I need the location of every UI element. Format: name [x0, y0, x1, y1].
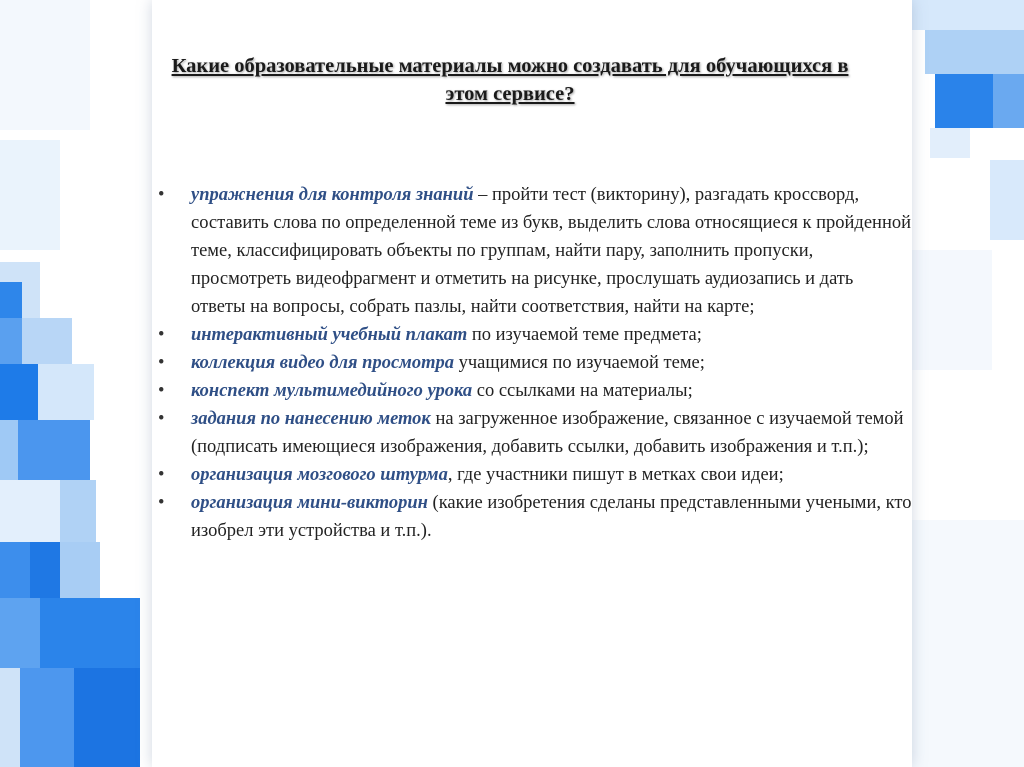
bullet-icon: •	[158, 493, 165, 513]
materials-list	[158, 181, 912, 545]
deco-square	[0, 140, 60, 250]
deco-square	[0, 542, 30, 598]
deco-square	[74, 668, 140, 767]
deco-square	[993, 74, 1024, 128]
deco-square	[38, 364, 94, 420]
list-item	[158, 461, 912, 489]
deco-square	[930, 128, 970, 158]
item-text: (какие изобретения сделаны представленными учеными, кто изобрел эти устройства и т.п.).	[191, 493, 912, 541]
item-text: – пройти тест (викторину), разгадать кроссворд, составить слова по определенной теме из букв, выделить слова относящиеся к пройденной теме, классифицировать объекты по группам, найти пару, заполнить пропуски, просмотреть видеофрагмент и отметить на рисунке, прослушать аудиозапись и дать ответы на вопросы, собрать пазлы, найти соответствия, найти на карте;	[191, 185, 912, 317]
deco-square	[912, 0, 1024, 30]
item-term: упражнения для контроля знаний	[191, 185, 474, 205]
list-item	[158, 489, 912, 545]
list-item	[158, 405, 912, 461]
item-text: по изучаемой теме предмета;	[467, 325, 702, 345]
deco-square	[0, 668, 20, 767]
deco-square	[20, 668, 74, 767]
deco-square	[925, 30, 1024, 74]
bullet-icon: •	[158, 325, 165, 345]
list-item	[158, 377, 912, 405]
slide-title: Какие образовательные материалы можно создавать для обучающихся в этом сервисе?	[171, 55, 849, 105]
list-item	[158, 181, 912, 321]
deco-square	[0, 420, 18, 480]
deco-square	[60, 480, 96, 542]
deco-square	[40, 598, 140, 668]
item-term: организация мозгового штурма	[191, 465, 448, 485]
item-term: интерактивный учебный плакат	[191, 325, 468, 345]
item-text: на загруженное изображение, связанное с изучаемой темой (подписать имеющиеся изображения, добавить ссылки, добавить изображения и т.п.);	[191, 409, 904, 457]
item-text: , где участники пишут в метках свои идеи;	[447, 465, 784, 485]
bullet-icon: •	[158, 353, 165, 373]
item-term: конспект мультимедийного урока	[191, 381, 473, 401]
list-item	[158, 321, 912, 349]
item-term: задания по нанесению меток	[191, 409, 431, 429]
item-text: учащимися по изучаемой теме;	[453, 353, 705, 373]
item-term: организация мини-викторин	[191, 493, 428, 513]
deco-square	[0, 364, 38, 420]
deco-square	[0, 0, 90, 130]
deco-square	[60, 542, 100, 598]
item-term: коллекция видео для просмотра	[191, 353, 454, 373]
deco-square	[0, 282, 22, 318]
deco-square	[0, 598, 40, 668]
deco-square	[0, 318, 22, 364]
bullet-icon: •	[158, 381, 165, 401]
deco-square	[912, 250, 992, 370]
item-text: со ссылками на материалы;	[472, 381, 693, 401]
bullet-icon: •	[158, 465, 165, 485]
deco-square	[935, 74, 993, 128]
deco-square	[990, 160, 1024, 240]
deco-square	[912, 520, 1024, 767]
list-item	[158, 349, 912, 377]
deco-square	[0, 480, 60, 542]
deco-square	[30, 542, 60, 598]
deco-square	[22, 318, 72, 364]
bullet-icon: •	[158, 185, 165, 205]
deco-square	[18, 420, 90, 480]
bullet-icon: •	[158, 409, 165, 429]
